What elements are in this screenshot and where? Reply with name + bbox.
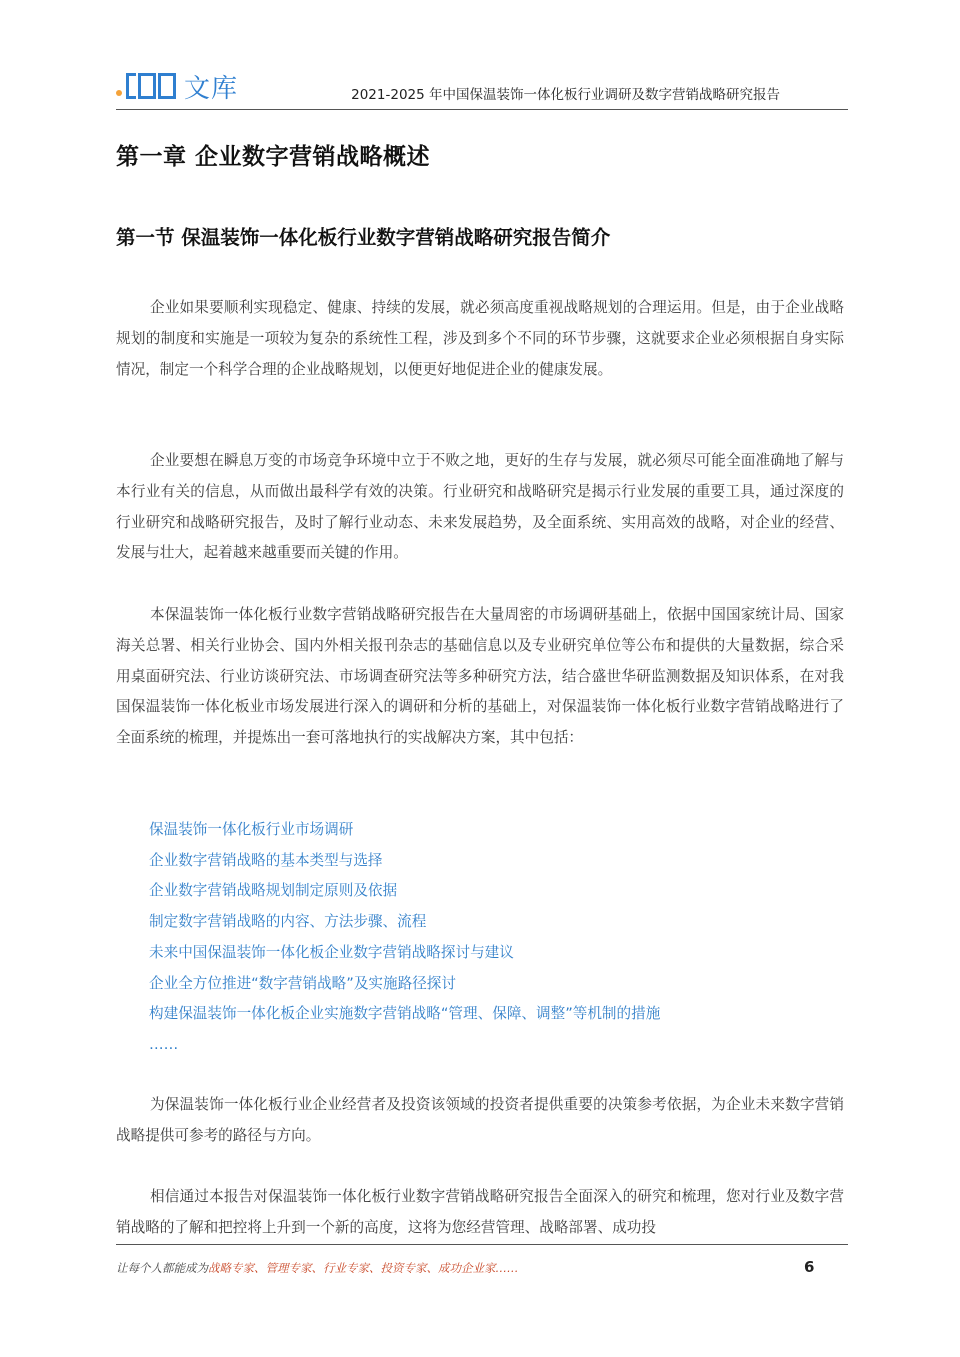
paragraph-1: 企业如果要顺利实现稳定、健康、持续的发展，就必须高度重视战略规划的合理运用。但是，由于企业战略规划的制度和实施是一项较为复杂的系统性工程，涉及到多个不同的环节步骤，这就要求企业必须根据自身实际情况，制定一个科学合理的企业战略规划，以便更好地促进企业的健康发展。 [116,299,844,378]
contents-link-market-research[interactable]: 保温装饰一体化板行业市场调研 [149,821,354,838]
contents-link-implementation-path[interactable]: 企业全方位推进“数字营销战略”及实施路径探讨 [149,974,456,992]
footer-divider [116,1244,848,1245]
contents-list [149,815,849,1061]
contents-ellipsis: …… [149,1035,179,1053]
page-header [116,66,848,110]
logo [116,68,238,104]
contents-link-strategy-process[interactable]: 制定数字营销战略的内容、方法步骤、流程 [149,913,427,931]
logo-text: 文库 [184,73,239,104]
contents-link-planning-principles[interactable]: 企业数字营销战略规划制定原则及依据 [149,882,398,900]
paragraph-4: 为保温装饰一体化板行业企业经营者及投资该领域的投资者提供重要的决策参考依据，为企业未来数字营销战略提供可参考的路径与方向。 [116,1096,844,1144]
footer-slogan [116,1260,816,1276]
report-title: 2021-2025 年中国保温装饰一体化板行业调研及数字营销战略研究报告 [351,87,780,103]
logo-dot-icon [116,90,122,96]
paragraph-3: 本保温装饰一体化板行业数字营销战略研究报告在大量周密的市场调研基础上，依据中国国家统计局、国家海关总署、相关行业协会、国内外相关报刊杂志的基础信息以及专业研究单位等公布和提供的大量数据，综合采用桌面研究法、行业访谈研究法、市场调查研究法等多种研究方法，结合盛世华研监测数据及知识体系，在对我国保温装饰一体化板业市场发展进行深入的调研和分析的基础上，对保温装饰一体化板行业数字营销战略进行了全面系统的梳理，并提炼出一套可落地执行的实战解决方案，其中包括： [116,606,844,747]
contents-link-strategy-types[interactable]: 企业数字营销战略的基本类型与选择 [149,851,383,869]
contents-link-mechanisms[interactable]: 构建保温装饰一体化板企业实施数字营销战略“管理、保障、调整”等机制的措施 [149,1005,661,1023]
contents-link-future-suggestions[interactable]: 未来中国保温装饰一体化板企业数字营销战略探讨与建议 [149,943,514,961]
page-number: 6 [804,1258,815,1276]
footer-prefix: 让每个人都能成为 [116,1261,208,1275]
paragraph-5: 相信通过本报告对保温装饰一体化板行业数字营销战略研究报告全面深入的研究和梳理，您对行业及数字营销战略的了解和把控将上升到一个新的高度，这将为您经营管理、战略部署、成功投 [116,1188,844,1236]
chapter-title: 第一章 企业数字营销战略概述 [116,144,431,170]
paragraph-2: 企业要想在瞬息万变的市场竞争环境中立于不败之地，更好的生存与发展，就必须尽可能全面准确地了解与本行业有关的信息，从而做出最科学有效的决策。行业研究和战略研究是揭示行业发展的重要工具，通过深度的行业研究和战略研究报告，及时了解行业动态、未来发展趋势，及全面系统、实用高效的战略，对企业的经营、发展与壮大，起着越来越重要而关键的作用。 [116,452,844,562]
logo-mark-icon [126,73,176,99]
footer-roles: 战略专家、管理专家、行业专家、投资专家、成功企业家…… [208,1261,519,1275]
section-title: 第一节 保温装饰一体化板行业数字营销战略研究报告简介 [116,226,611,249]
